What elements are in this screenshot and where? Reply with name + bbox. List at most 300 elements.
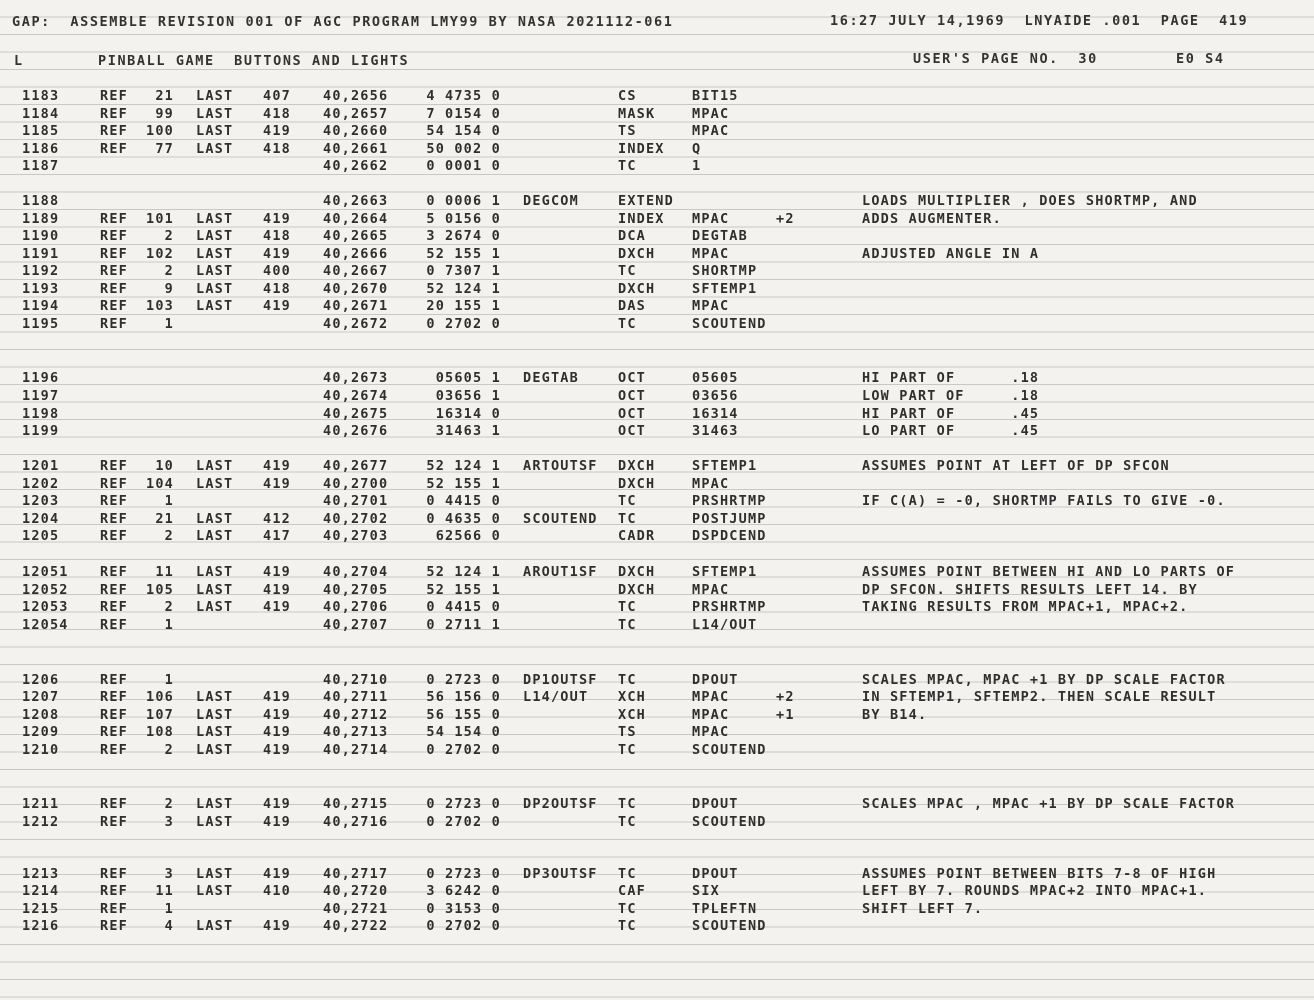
last-page: 419	[263, 298, 291, 314]
octal-code: 0 4415 0	[426, 493, 501, 509]
octal-code: 52 124 1	[426, 564, 501, 580]
last-marker: LAST	[196, 918, 234, 934]
line-number: 1188	[22, 193, 60, 209]
last-page: 419	[263, 582, 291, 598]
opcode: DAS	[618, 298, 646, 314]
address: 40,2707	[323, 617, 389, 633]
operand: Q	[692, 141, 702, 157]
line-number: 1216	[22, 918, 60, 934]
comment: ASSUMES POINT BETWEEN BITS 7-8 OF HIGH	[862, 866, 1217, 882]
opcode: MASK	[618, 106, 656, 122]
octal-code: 3 6242 0	[426, 883, 501, 899]
line-number: 1209	[22, 724, 60, 740]
ref-count: 11	[155, 564, 174, 580]
listing-row	[0, 406, 1314, 424]
ref-count: 1	[164, 617, 174, 633]
operand: DEGTAB	[692, 228, 748, 244]
last-page: 417	[263, 528, 291, 544]
comment: IN SFTEMP1, SFTEMP2. THEN SCALE RESULT	[862, 689, 1217, 705]
ref-count: 11	[155, 883, 174, 899]
comment: LOADS MULTIPLIER , DOES SHORTMP, AND	[862, 193, 1198, 209]
opcode: INDEX	[618, 141, 665, 157]
ref-count: 1	[164, 316, 174, 332]
last-page: 419	[263, 814, 291, 830]
octal-code: 16314 0	[435, 406, 501, 422]
operand: MPAC	[692, 582, 730, 598]
line-number: 12051	[22, 564, 69, 580]
comment: IF C(A) = -0, SHORTMP FAILS TO GIVE -0.	[862, 493, 1226, 509]
header-line-1: GAP: ASSEMBLE REVISION 001 OF AGC PROGRAM LMY99 BY NASA 2021112-061	[12, 14, 674, 30]
last-page: 419	[263, 707, 291, 723]
listing-row	[0, 158, 1314, 176]
ref-count: 106	[146, 689, 174, 705]
operand: MPAC	[692, 211, 730, 227]
line-number: 1205	[22, 528, 60, 544]
line-number: 1213	[22, 866, 60, 882]
operand: DPOUT	[692, 672, 739, 688]
ref-marker: REF	[100, 263, 128, 279]
ref-count: 10	[155, 458, 174, 474]
last-marker: LAST	[196, 88, 234, 104]
listing-row	[0, 316, 1314, 334]
line-number: 1195	[22, 316, 60, 332]
last-page: 419	[263, 742, 291, 758]
opcode: DXCH	[618, 582, 656, 598]
operand: SCOUTEND	[692, 814, 767, 830]
last-marker: LAST	[196, 211, 234, 227]
ref-marker: REF	[100, 918, 128, 934]
line-number: 1206	[22, 672, 60, 688]
ref-marker: REF	[100, 141, 128, 157]
ref-marker: REF	[100, 689, 128, 705]
line-number: 1204	[22, 511, 60, 527]
address: 40,2667	[323, 263, 389, 279]
operand: PRSHRTMP	[692, 599, 767, 615]
last-page: 419	[263, 796, 291, 812]
line-number: 1215	[22, 901, 60, 917]
comment: SHIFT LEFT 7.	[862, 901, 984, 917]
ref-count: 3	[164, 866, 174, 882]
address: 40,2672	[323, 316, 389, 332]
ref-count: 99	[155, 106, 174, 122]
ref-marker: REF	[100, 106, 128, 122]
line-number: 1192	[22, 263, 60, 279]
ref-marker: REF	[100, 707, 128, 723]
last-marker: LAST	[196, 528, 234, 544]
listing-row	[0, 246, 1314, 264]
symbol-label: AROUT1SF	[523, 564, 598, 580]
address: 40,2720	[323, 883, 389, 899]
opcode: TC	[618, 901, 637, 917]
line-number: 1208	[22, 707, 60, 723]
opcode: OCT	[618, 423, 646, 439]
line-number: 1211	[22, 796, 60, 812]
header-title: PINBALL GAME BUTTONS AND LIGHTS	[98, 53, 410, 69]
octal-code: 0 0001 0	[426, 158, 501, 174]
opcode: OCT	[618, 406, 646, 422]
line-number: 1190	[22, 228, 60, 244]
operand: POSTJUMP	[692, 511, 767, 527]
address: 40,2674	[323, 388, 389, 404]
operand-modifier: +2	[776, 689, 795, 705]
address: 40,2656	[323, 88, 389, 104]
last-page: 419	[263, 689, 291, 705]
operand-modifier: +2	[776, 211, 795, 227]
last-marker: LAST	[196, 141, 234, 157]
line-number: 1197	[22, 388, 60, 404]
line-number: 1194	[22, 298, 60, 314]
ref-count: 4	[164, 918, 174, 934]
header-timestamp: 16:27 JULY 14,1969 LNYAIDE .001 PAGE 419	[830, 13, 1249, 29]
octal-code: 56 156 0	[426, 689, 501, 705]
ref-count: 3	[164, 814, 174, 830]
listing-row	[0, 211, 1314, 229]
listing-row	[0, 528, 1314, 546]
operand: MPAC	[692, 689, 730, 705]
address: 40,2714	[323, 742, 389, 758]
last-marker: LAST	[196, 707, 234, 723]
octal-code: 03656 1	[435, 388, 501, 404]
opcode: OCT	[618, 370, 646, 386]
comment: HI PART OF .18	[862, 370, 1040, 386]
octal-code: 4 4735 0	[426, 88, 501, 104]
opcode: TC	[618, 493, 637, 509]
opcode: EXTEND	[618, 193, 674, 209]
octal-code: 0 2711 1	[426, 617, 501, 633]
ref-marker: REF	[100, 672, 128, 688]
octal-code: 31463 1	[435, 423, 501, 439]
symbol-label: DEGCOM	[523, 193, 579, 209]
listing-row	[0, 796, 1314, 814]
opcode: TC	[618, 814, 637, 830]
last-marker: LAST	[196, 246, 234, 262]
ref-marker: REF	[100, 883, 128, 899]
address: 40,2676	[323, 423, 389, 439]
ref-count: 1	[164, 493, 174, 509]
ref-count: 2	[164, 228, 174, 244]
last-marker: LAST	[196, 106, 234, 122]
opcode: DXCH	[618, 246, 656, 262]
opcode: TC	[618, 158, 637, 174]
listing-row	[0, 599, 1314, 617]
listing-row	[0, 298, 1314, 316]
ref-marker: REF	[100, 866, 128, 882]
opcode: TS	[618, 724, 637, 740]
operand: MPAC	[692, 707, 730, 723]
ref-count: 21	[155, 511, 174, 527]
listing-row	[0, 918, 1314, 936]
listing-row	[0, 564, 1314, 582]
ref-count: 2	[164, 528, 174, 544]
address: 40,2713	[323, 724, 389, 740]
operand: TPLEFTN	[692, 901, 758, 917]
address: 40,2673	[323, 370, 389, 386]
ref-count: 108	[146, 724, 174, 740]
ref-count: 2	[164, 796, 174, 812]
opcode: XCH	[618, 707, 646, 723]
operand: 03656	[692, 388, 739, 404]
listing-row	[0, 106, 1314, 124]
octal-code: 0 7307 1	[426, 263, 501, 279]
address: 40,2711	[323, 689, 389, 705]
line-number: 1196	[22, 370, 60, 386]
comment: SCALES MPAC , MPAC +1 BY DP SCALE FACTOR	[862, 796, 1236, 812]
line-number: 1202	[22, 476, 60, 492]
listing-row	[0, 88, 1314, 106]
operand: SFTEMP1	[692, 281, 758, 297]
listing-row	[0, 370, 1314, 388]
last-marker: LAST	[196, 263, 234, 279]
line-number: 1207	[22, 689, 60, 705]
operand: 1	[692, 158, 702, 174]
operand: BIT15	[692, 88, 739, 104]
address: 40,2664	[323, 211, 389, 227]
ref-count: 102	[146, 246, 174, 262]
last-page: 412	[263, 511, 291, 527]
octal-code: 52 124 1	[426, 458, 501, 474]
comment: LEFT BY 7. ROUNDS MPAC+2 INTO MPAC+1.	[862, 883, 1208, 899]
comment: ADJUSTED ANGLE IN A	[862, 246, 1040, 262]
listing-row	[0, 123, 1314, 141]
line-number: 1203	[22, 493, 60, 509]
address: 40,2712	[323, 707, 389, 723]
last-page: 410	[263, 883, 291, 899]
ref-count: 1	[164, 672, 174, 688]
ref-marker: REF	[100, 528, 128, 544]
last-page: 419	[263, 476, 291, 492]
address: 40,2666	[323, 246, 389, 262]
listing-row	[0, 388, 1314, 406]
octal-code: 0 2702 0	[426, 814, 501, 830]
listing-row	[0, 814, 1314, 832]
last-marker: LAST	[196, 814, 234, 830]
address: 40,2702	[323, 511, 389, 527]
octal-code: 3 2674 0	[426, 228, 501, 244]
comment: LO PART OF .45	[862, 423, 1040, 439]
comment: ADDS AUGMENTER.	[862, 211, 1002, 227]
last-marker: LAST	[196, 599, 234, 615]
opcode: TC	[618, 742, 637, 758]
ref-count: 105	[146, 582, 174, 598]
last-page: 419	[263, 724, 291, 740]
address: 40,2722	[323, 918, 389, 934]
line-number: 1186	[22, 141, 60, 157]
ref-count: 2	[164, 742, 174, 758]
ref-count: 9	[164, 281, 174, 297]
ref-count: 2	[164, 263, 174, 279]
last-page: 419	[263, 918, 291, 934]
octal-code: 0 2723 0	[426, 866, 501, 882]
last-page: 419	[263, 458, 291, 474]
ref-marker: REF	[100, 582, 128, 598]
opcode: TC	[618, 263, 637, 279]
symbol-label: DEGTAB	[523, 370, 579, 386]
ref-count: 104	[146, 476, 174, 492]
ref-count: 100	[146, 123, 174, 139]
octal-code: 0 2702 0	[426, 918, 501, 934]
ref-count: 21	[155, 88, 174, 104]
ref-marker: REF	[100, 742, 128, 758]
last-marker: LAST	[196, 742, 234, 758]
symbol-label: DP2OUTSF	[523, 796, 598, 812]
address: 40,2661	[323, 141, 389, 157]
ref-marker: REF	[100, 316, 128, 332]
address: 40,2705	[323, 582, 389, 598]
comment: ASSUMES POINT BETWEEN HI AND LO PARTS OF	[862, 564, 1236, 580]
opcode: DXCH	[618, 476, 656, 492]
octal-code: 56 155 0	[426, 707, 501, 723]
opcode: TS	[618, 123, 637, 139]
listing-row	[0, 883, 1314, 901]
listing-row	[0, 742, 1314, 760]
comment: SCALES MPAC, MPAC +1 BY DP SCALE FACTOR	[862, 672, 1226, 688]
operand: L14/OUT	[692, 617, 758, 633]
octal-code: 0 2702 0	[426, 742, 501, 758]
symbol-label: ARTOUTSF	[523, 458, 598, 474]
ref-marker: REF	[100, 617, 128, 633]
symbol-label: SCOUTEND	[523, 511, 598, 527]
line-number: 1191	[22, 246, 60, 262]
operand: SCOUTEND	[692, 742, 767, 758]
last-page: 418	[263, 141, 291, 157]
operand: 16314	[692, 406, 739, 422]
opcode: TC	[618, 511, 637, 527]
ref-count: 1	[164, 901, 174, 917]
last-page: 418	[263, 228, 291, 244]
last-page: 419	[263, 599, 291, 615]
listing-row	[0, 724, 1314, 742]
last-marker: LAST	[196, 582, 234, 598]
last-page: 419	[263, 246, 291, 262]
ref-marker: REF	[100, 901, 128, 917]
operand: 31463	[692, 423, 739, 439]
listing-row	[0, 707, 1314, 725]
address: 40,2662	[323, 158, 389, 174]
address: 40,2665	[323, 228, 389, 244]
listing-row	[0, 901, 1314, 919]
line-number: 1187	[22, 158, 60, 174]
ref-marker: REF	[100, 88, 128, 104]
last-marker: LAST	[196, 511, 234, 527]
ref-marker: REF	[100, 476, 128, 492]
last-page: 418	[263, 106, 291, 122]
operand: MPAC	[692, 724, 730, 740]
listing-row	[0, 493, 1314, 511]
ref-marker: REF	[100, 211, 128, 227]
opcode: CS	[618, 88, 637, 104]
last-marker: LAST	[196, 689, 234, 705]
last-marker: LAST	[196, 476, 234, 492]
octal-code: 0 4635 0	[426, 511, 501, 527]
last-marker: LAST	[196, 281, 234, 297]
comment: DP SFCON. SHIFTS RESULTS LEFT 14. BY	[862, 582, 1198, 598]
address: 40,2706	[323, 599, 389, 615]
listing-row	[0, 281, 1314, 299]
octal-code: 0 2723 0	[426, 672, 501, 688]
line-number: 12053	[22, 599, 69, 615]
line-number: 1189	[22, 211, 60, 227]
octal-code: 54 154 0	[426, 724, 501, 740]
address: 40,2717	[323, 866, 389, 882]
ref-marker: REF	[100, 599, 128, 615]
line-number: 1199	[22, 423, 60, 439]
last-marker: LAST	[196, 564, 234, 580]
last-page: 418	[263, 281, 291, 297]
operand: SCOUTEND	[692, 316, 767, 332]
operand: SFTEMP1	[692, 458, 758, 474]
opcode: OCT	[618, 388, 646, 404]
last-marker: LAST	[196, 228, 234, 244]
symbol-label: L14/OUT	[523, 689, 589, 705]
ref-count: 103	[146, 298, 174, 314]
comment: LOW PART OF .18	[862, 388, 1040, 404]
opcode: TC	[618, 617, 637, 633]
ref-marker: REF	[100, 511, 128, 527]
listing-row	[0, 423, 1314, 441]
ref-count: 101	[146, 211, 174, 227]
operand: 05605	[692, 370, 739, 386]
operand: MPAC	[692, 123, 730, 139]
address: 40,2704	[323, 564, 389, 580]
line-number: 1201	[22, 458, 60, 474]
opcode: TC	[618, 796, 637, 812]
comment: TAKING RESULTS FROM MPAC+1, MPAC+2.	[862, 599, 1189, 615]
operand: DSPDCEND	[692, 528, 767, 544]
octal-code: 52 124 1	[426, 281, 501, 297]
octal-code: 7 0154 0	[426, 106, 501, 122]
line-number: 1185	[22, 123, 60, 139]
opcode: CAF	[618, 883, 646, 899]
address: 40,2675	[323, 406, 389, 422]
listing-row	[0, 672, 1314, 690]
ref-marker: REF	[100, 281, 128, 297]
header-mark: L	[14, 53, 24, 69]
octal-code: 0 2702 0	[426, 316, 501, 332]
address: 40,2671	[323, 298, 389, 314]
operand: MPAC	[692, 246, 730, 262]
ref-marker: REF	[100, 814, 128, 830]
comment: BY B14.	[862, 707, 928, 723]
address: 40,2701	[323, 493, 389, 509]
address: 40,2703	[323, 528, 389, 544]
symbol-label: DP3OUTSF	[523, 866, 598, 882]
line-number: 1193	[22, 281, 60, 297]
octal-code: 05605 1	[435, 370, 501, 386]
listing-row	[0, 228, 1314, 246]
ref-marker: REF	[100, 458, 128, 474]
ref-count: 107	[146, 707, 174, 723]
operand: DPOUT	[692, 796, 739, 812]
operand: MPAC	[692, 106, 730, 122]
listing-row	[0, 689, 1314, 707]
operand: SIX	[692, 883, 720, 899]
ref-marker: REF	[100, 564, 128, 580]
octal-code: 52 155 1	[426, 476, 501, 492]
last-marker: LAST	[196, 883, 234, 899]
line-number: 1184	[22, 106, 60, 122]
opcode: TC	[618, 599, 637, 615]
octal-code: 50 002 0	[426, 141, 501, 157]
line-number: 1212	[22, 814, 60, 830]
address: 40,2670	[323, 281, 389, 297]
operand: MPAC	[692, 476, 730, 492]
opcode: TC	[618, 918, 637, 934]
last-marker: LAST	[196, 796, 234, 812]
operand-modifier: +1	[776, 707, 795, 723]
address: 40,2721	[323, 901, 389, 917]
listing-row	[0, 193, 1314, 211]
opcode: CADR	[618, 528, 656, 544]
